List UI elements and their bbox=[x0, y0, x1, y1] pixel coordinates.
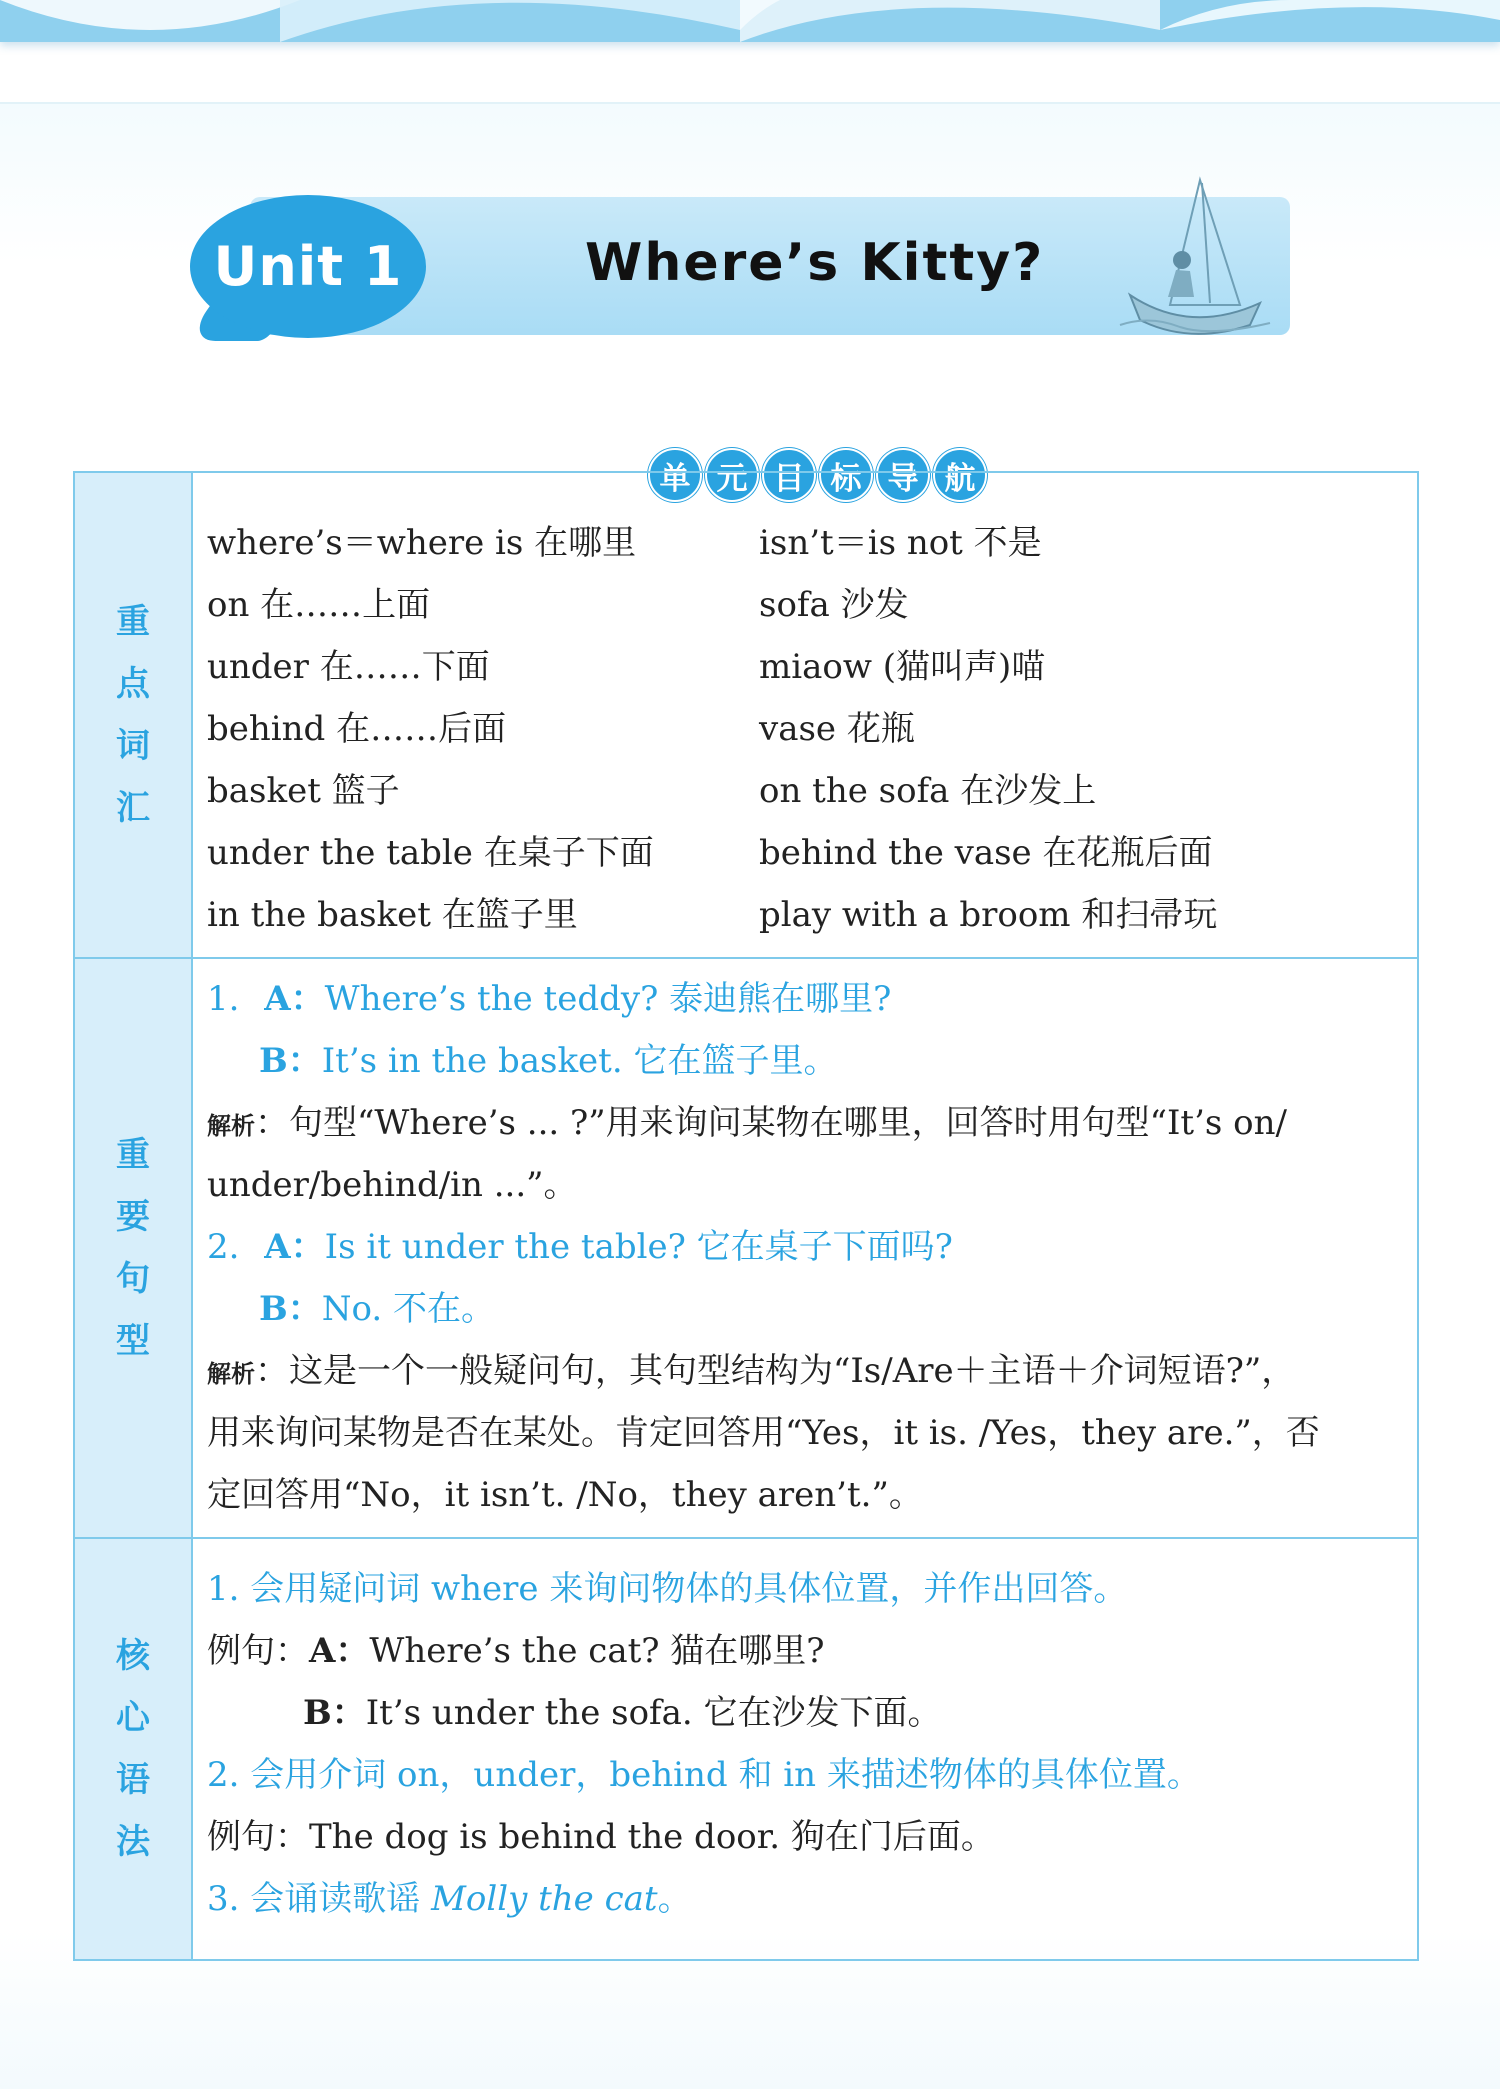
badge-char: 航 bbox=[933, 448, 987, 502]
side-char: 语 bbox=[116, 1760, 150, 1800]
rhyme-title: Molly the cat bbox=[431, 1879, 658, 1919]
speaker-tag: A： bbox=[264, 1227, 325, 1267]
speaker-tag: B： bbox=[259, 1041, 322, 1081]
sentences-section bbox=[75, 959, 1417, 1539]
note-text: ：句型“Where’s ... ?”用来询问某物在哪里，回答时用句型“It’s on/ bbox=[255, 1103, 1287, 1143]
example-text: It’s under the sofa. 它在沙发下面。 bbox=[365, 1693, 942, 1733]
side-char: 法 bbox=[116, 1822, 150, 1862]
vocab-item: sofa 沙发 bbox=[759, 585, 909, 625]
grammar-example-2 bbox=[207, 1817, 995, 1857]
sentence-q2-a bbox=[207, 1227, 953, 1267]
vocab-item: behind 在……后面 bbox=[207, 709, 507, 749]
vocab-item: behind the vase 在花瓶后面 bbox=[759, 833, 1213, 873]
side-char: 汇 bbox=[116, 788, 150, 828]
note2-line1 bbox=[207, 1351, 1295, 1394]
vocab-item: in the basket 在篮子里 bbox=[207, 895, 578, 935]
side-char: 重 bbox=[116, 602, 150, 642]
sentence-q1-a bbox=[207, 979, 891, 1019]
speaker-tag: B： bbox=[303, 1693, 366, 1733]
vocab-item: miaow (猫叫声)喵 bbox=[759, 647, 1046, 687]
example-prefix: 例句： bbox=[207, 1631, 309, 1671]
sentences-side-label bbox=[75, 959, 193, 1537]
grammar-item-1: 1. 会用疑问词 where 来询问物体的具体位置，并作出回答。 bbox=[207, 1569, 1128, 1609]
speaker-tag: A： bbox=[309, 1631, 370, 1671]
speaker-tag: A： bbox=[264, 979, 325, 1019]
vocab-item: on the sofa 在沙发上 bbox=[759, 771, 1097, 811]
vocab-section bbox=[75, 473, 1417, 959]
note1-line1 bbox=[207, 1103, 1287, 1146]
grammar-section bbox=[75, 1539, 1417, 1959]
vocab-side-label bbox=[75, 473, 193, 957]
side-char: 型 bbox=[116, 1321, 150, 1361]
unit-badge bbox=[190, 195, 426, 338]
unit-title: Where’s Kitty? bbox=[585, 233, 1045, 293]
item-number: 2. bbox=[207, 1227, 240, 1267]
item-number: 1. bbox=[207, 979, 240, 1019]
sentence-q2-b bbox=[259, 1289, 495, 1329]
vocab-item: where’s＝where is 在哪里 bbox=[207, 523, 637, 563]
badge-char: 元 bbox=[705, 448, 759, 502]
side-char: 点 bbox=[116, 664, 150, 704]
grammar-example-1a bbox=[207, 1631, 825, 1671]
side-char: 词 bbox=[116, 726, 150, 766]
note-tag: 解析 bbox=[207, 1360, 255, 1388]
sentence-text: It’s in the basket. 它在篮子里。 bbox=[321, 1041, 838, 1081]
grammar-item-2: 2. 会用介词 on，under，behind 和 in 来描述物体的具体位置。 bbox=[207, 1755, 1201, 1795]
badge-char: 标 bbox=[819, 448, 873, 502]
note2-line2: 用来询问某物是否在某处。肯定回答用“Yes，it is. /Yes，they are.”，否 bbox=[207, 1413, 1320, 1453]
sentence-text: No. 不在。 bbox=[321, 1289, 495, 1329]
side-char: 核 bbox=[116, 1636, 150, 1676]
badge-char: 单 bbox=[648, 448, 702, 502]
sailboat-illustration-icon bbox=[1110, 175, 1280, 340]
note-tag: 解析 bbox=[207, 1112, 255, 1140]
example-prefix: 例句： bbox=[207, 1817, 309, 1857]
side-char: 重 bbox=[116, 1135, 150, 1175]
sentence-q1-b bbox=[259, 1041, 837, 1081]
unit-goals-table bbox=[73, 471, 1419, 1961]
unit-label: Unit 1 bbox=[213, 235, 403, 298]
example-text: Where’s the cat? 猫在哪里? bbox=[369, 1631, 825, 1671]
unit-banner bbox=[190, 195, 1290, 338]
sentence-text: Is it under the table? 它在桌子下面吗? bbox=[324, 1227, 953, 1267]
vocab-item: vase 花瓶 bbox=[759, 709, 915, 749]
side-char: 要 bbox=[116, 1197, 150, 1237]
grammar-side-label bbox=[75, 1539, 193, 1959]
item-text: 3. 会诵读歌谣 bbox=[207, 1879, 432, 1919]
vocab-item: under the table 在桌子下面 bbox=[207, 833, 654, 873]
sentence-text: Where’s the teddy? 泰迪熊在哪里? bbox=[324, 979, 892, 1019]
grammar-item-3 bbox=[207, 1879, 692, 1919]
vocab-item: basket 篮子 bbox=[207, 771, 400, 811]
side-char: 心 bbox=[116, 1698, 150, 1738]
vocab-item: under 在……下面 bbox=[207, 647, 490, 687]
wave-decoration bbox=[0, 0, 1500, 42]
vocab-item: on 在……上面 bbox=[207, 585, 431, 625]
badge-char: 导 bbox=[876, 448, 930, 502]
badge-char: 目 bbox=[762, 448, 816, 502]
item-text: 。 bbox=[657, 1879, 692, 1919]
vocab-item: isn’t＝is not 不是 bbox=[759, 523, 1042, 563]
example-text: The dog is behind the door. 狗在门后面。 bbox=[309, 1817, 995, 1857]
note2-line3: 定回答用“No，it isn’t. /No，they aren’t.”。 bbox=[207, 1475, 923, 1515]
note-text: ：这是一个一般疑问句，其句型结构为“Is/Are＋主语＋介词短语?”， bbox=[255, 1351, 1296, 1391]
grammar-example-1b bbox=[303, 1693, 942, 1733]
vocab-item: play with a broom 和扫帚玩 bbox=[759, 895, 1218, 935]
speaker-tag: B： bbox=[259, 1289, 322, 1329]
note1-line2: under/behind/in ...”。 bbox=[207, 1165, 578, 1205]
side-char: 句 bbox=[116, 1259, 150, 1299]
top-decorative-band bbox=[0, 0, 1500, 42]
